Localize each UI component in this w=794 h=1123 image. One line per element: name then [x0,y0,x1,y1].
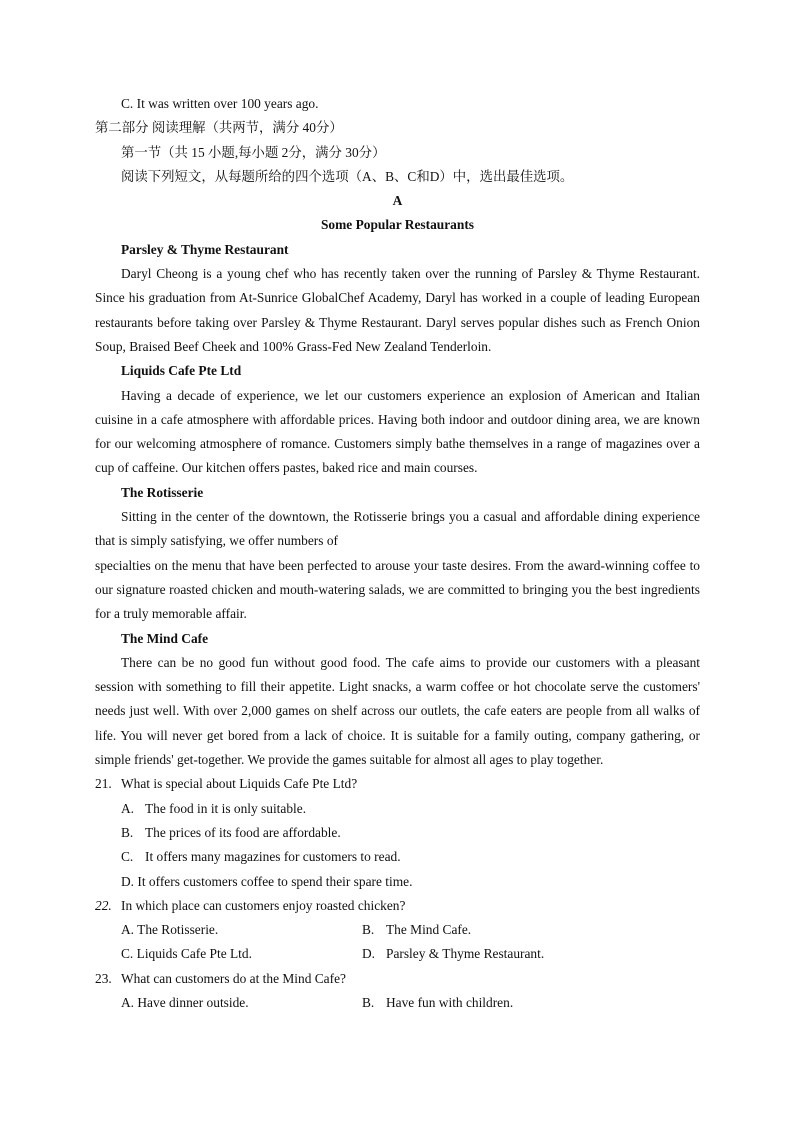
option-text: It offers customers coffee to spend their spare time. [137,873,413,889]
passage-title: Some Popular Restaurants [320,217,474,233]
question-text: What can customers do at the Mind Cafe? [121,970,346,986]
option-21-a [95,797,700,821]
option-22-a [121,918,362,942]
option-label: A. [121,800,135,816]
options-22-row-1 [95,918,700,942]
option-text: Have dinner outside. [137,994,249,1010]
option-22-b [362,918,471,942]
option-label: B. [362,922,375,938]
option-21-d [95,870,700,894]
option-23-a [121,991,362,1015]
options-23-row-1 [95,991,700,1015]
option-22-c [121,942,362,966]
option-22-d [362,942,544,966]
restaurant-heading-parsley: Parsley & Thyme Restaurant [121,241,289,257]
restaurant-text-rotisserie-part1: Sitting in the center of the downtown, the Rotisserie brings you a casual and affordable dining experience that is simply satisfying, we offer numbers of [95,509,700,549]
option-label: C. [121,946,134,962]
question-23 [95,967,700,991]
passage-letter: A [392,193,403,209]
option-text: The Rotisserie. [137,922,219,938]
option-21-c [95,845,700,869]
question-number: 21. [95,776,112,792]
options-22-row-2 [95,942,700,966]
option-23-b [362,991,513,1015]
option-text: Have fun with children. [386,994,514,1010]
option-label: B. [362,994,375,1010]
option-label: B. [121,824,134,840]
option-label: A. [121,922,135,938]
option-21-b [95,821,700,845]
restaurant-text-rotisserie-part2: specialties on the menu that have been perfected to arouse your taste desires. From the award-winning coffee to our signature roasted chicken and mouth-watering salads, we are committed to bringing you the best ingredients for a truly memorable affair. [95,557,700,622]
question-text: What is special about Liquids Cafe Pte Ltd? [121,776,358,792]
restaurant-heading-liquids: Liquids Cafe Pte Ltd [121,363,242,379]
option-text: Parsley & Thyme Restaurant. [386,946,545,962]
question-number: 23. [95,970,112,986]
question-text: In which place can customers enjoy roasted chicken? [121,897,406,913]
exam-page [95,92,700,1015]
section-title: 第一节（共 15 小题,每小题 2分，满分 30分） [121,144,386,160]
question-21 [95,772,700,796]
option-label: D. [362,946,376,962]
restaurant-text-liquids: Having a decade of experience, we let our customers experience an explosion of American and Italian cuisine in a cafe atmosphere with affordable prices. Having both indoor and outdoor dining area, we are known for our welcoming atmosphere of romance. Customers simply bathe themselves in a range of magazines over a cup of caffeine. Our kitchen offers pastes, baked rice and main courses. [95,387,700,476]
option-text: The Mind Cafe. [386,922,472,938]
option-text: The food in it is only suitable. [145,800,307,816]
question-number: 22. [95,897,112,913]
question-22 [95,894,700,918]
previous-option-c: C. It was written over 100 years ago. [121,96,319,111]
option-label: A. [121,994,135,1010]
restaurant-heading-rotisserie: The Rotisserie [121,484,204,500]
part-title: 第二部分 阅读理解（共两节，满分 40分） [95,120,343,136]
instructions: 阅读下列短文，从每题所给的四个选项（A、B、C和D）中，选出最佳选项。 [121,168,574,184]
option-text: The prices of its food are affordable. [145,824,341,840]
restaurant-text-mind-cafe: There can be no good fun without good food. The cafe aims to provide our customers with a pleasant session with something to fill their appetite. Light snacks, a warm coffee or hot chocolate serve the customers' needs just well. With over 2,000 games on shelf across our outlets, the cafe eaters are people from all walks of life. You will never get bored from a lack of choice. It is suitable for a family outing, company gathering, or simple friends' get-together. We provide the games suitable for almost all ages to play together. [95,654,700,768]
restaurant-heading-mind-cafe: The Mind Cafe [121,630,209,646]
option-label: D. [121,873,135,889]
option-text: It offers many magazines for customers to read. [145,849,401,865]
option-text: Liquids Cafe Pte Ltd. [136,946,252,962]
option-label: C. [121,849,134,865]
restaurant-text-parsley: Daryl Cheong is a young chef who has recently taken over the running of Parsley & Thyme Restaurant. Since his graduation from At-Sunrice GlobalChef Academy, Daryl has worked in a couple of leading European restaurants before taking over Parsley & Thyme Restaurant. Daryl serves popular dishes such as French Onion Soup, Braised Beef Cheek and 100% Grass-Fed New Zealand Tenderloin. [95,266,700,354]
